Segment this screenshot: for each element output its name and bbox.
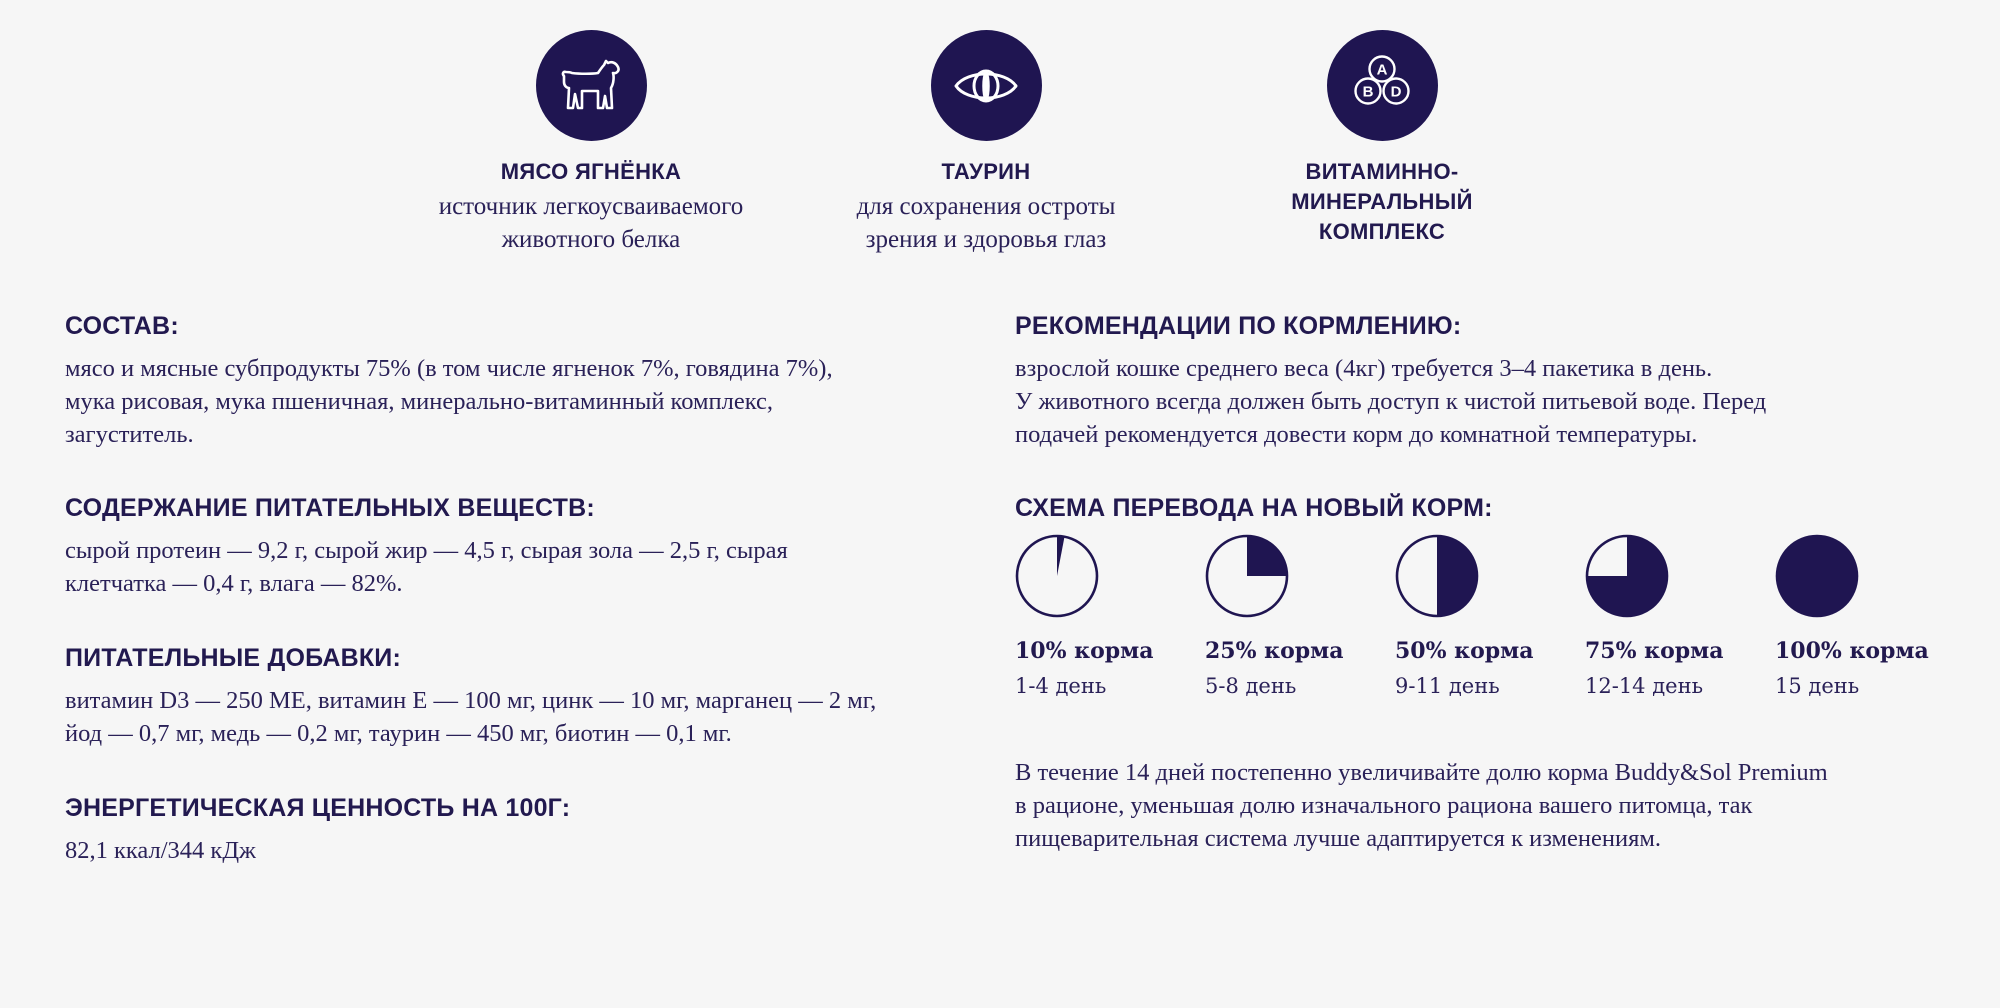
step-days: 5-8 день bbox=[1205, 674, 1297, 698]
transition-section bbox=[1015, 492, 1975, 722]
nutrients-section bbox=[65, 492, 788, 600]
pie-10-percent-icon bbox=[1015, 534, 1205, 618]
body-line: клетчатка — 0,4 г, влага — 82%. bbox=[65, 570, 403, 597]
step-percent-label: 50% корма bbox=[1395, 638, 1534, 664]
feature-description-line: зрения и здоровья глаз bbox=[865, 226, 1107, 253]
body-line: в рационе, уменьшая долю изначального рациона вашего питомца, так bbox=[1015, 792, 1753, 819]
section-heading: ПИТАТЕЛЬНЫЕ ДОБАВКИ: bbox=[65, 644, 401, 672]
step-days: 9-11 день bbox=[1395, 674, 1500, 698]
step-percent-label: 75% корма bbox=[1585, 638, 1724, 664]
body-line: У животного всегда должен быть доступ к чистой питьевой воде. Перед bbox=[1015, 388, 1767, 415]
step-percent-label: 10% корма bbox=[1015, 638, 1154, 664]
pie-75-percent-icon bbox=[1585, 534, 1775, 618]
section-heading: ЭНЕРГЕТИЧЕСКАЯ ЦЕННОСТЬ НА 100Г: bbox=[65, 794, 571, 822]
step-days: 15 день bbox=[1775, 674, 1860, 698]
feature-description-line: для сохранения остроты bbox=[856, 193, 1116, 220]
feature-title-line: КОМПЛЕКС bbox=[1318, 219, 1446, 244]
section-heading: СОСТАВ: bbox=[65, 312, 179, 340]
body-line: загуститель. bbox=[65, 421, 194, 448]
feature-taurine bbox=[776, 30, 1196, 256]
additives-section bbox=[65, 642, 876, 750]
pie-50-percent-icon bbox=[1395, 534, 1585, 618]
transition-note bbox=[1015, 756, 1828, 855]
feature-title: ТАУРИН bbox=[941, 159, 1031, 184]
vitamin-d-letter: D bbox=[1390, 83, 1402, 100]
step-percent-label: 100% корма bbox=[1775, 638, 1929, 664]
step-days: 1-4 день bbox=[1015, 674, 1107, 698]
feature-lamb-meat bbox=[381, 30, 801, 256]
feature-title-line: ВИТАМИННО- bbox=[1305, 159, 1459, 184]
body-line: подачей рекомендуется довести корм до комнатной температуры. bbox=[1015, 421, 1698, 448]
section-heading: РЕКОМЕНДАЦИИ ПО КОРМЛЕНИЮ: bbox=[1015, 312, 1462, 340]
section-heading: СХЕМА ПЕРЕВОДА НА НОВЫЙ КОРМ: bbox=[1015, 494, 1493, 522]
body-line: мясо и мясные субпродукты 75% (в том числе ягненок 7%, говядина 7%), bbox=[65, 355, 833, 382]
lamb-icon bbox=[558, 58, 624, 114]
composition-section bbox=[65, 310, 833, 451]
transition-step bbox=[1015, 534, 1205, 700]
vitamins-abd-icon bbox=[1349, 53, 1415, 119]
body-line: В течение 14 дней постепенно увеличивайте долю корма Buddy&Sol Premium bbox=[1015, 759, 1828, 786]
feature-title-line: МИНЕРАЛЬНЫЙ bbox=[1291, 189, 1473, 214]
feeding-section bbox=[1015, 310, 1766, 451]
feature-description bbox=[776, 190, 1196, 256]
feature-vitamin-complex bbox=[1172, 30, 1592, 247]
feature-description-line: животного белка bbox=[501, 226, 681, 253]
transition-step bbox=[1585, 534, 1775, 700]
energy-section bbox=[65, 792, 570, 867]
feature-title: МЯСО ЯГНЁНКА bbox=[500, 159, 682, 184]
step-percent-label: 25% корма bbox=[1205, 638, 1344, 664]
body-line: йод — 0,7 мг, медь — 0,2 мг, таурин — 450 мг, биотин — 0,1 мг. bbox=[65, 720, 732, 747]
vitamins-badge bbox=[1327, 30, 1438, 141]
body-line: мука рисовая, мука пшеничная, минерально-витаминный комплекс, bbox=[65, 388, 773, 415]
eye-badge bbox=[931, 30, 1042, 141]
feature-description bbox=[381, 190, 801, 256]
pie-100-percent-icon bbox=[1775, 534, 1965, 618]
vitamin-a-letter: A bbox=[1376, 61, 1388, 78]
transition-steps bbox=[1015, 534, 1975, 714]
section-body bbox=[65, 834, 570, 867]
step-days: 12-14 день bbox=[1585, 674, 1704, 698]
section-body bbox=[1015, 352, 1766, 451]
feature-title bbox=[1172, 157, 1592, 247]
section-body bbox=[1015, 756, 1828, 855]
eye-icon bbox=[953, 66, 1019, 106]
feature-description-line: источник легкоусваиваемого bbox=[438, 193, 744, 220]
section-body bbox=[65, 534, 788, 600]
pie-25-percent-icon bbox=[1205, 534, 1395, 618]
body-line: взрослой кошке среднего веса (4кг) требуется 3–4 пакетика в день. bbox=[1015, 355, 1713, 382]
section-heading: СОДЕРЖАНИЕ ПИТАТЕЛЬНЫХ ВЕЩЕСТВ: bbox=[65, 494, 595, 522]
body-line: витамин D3 — 250 МЕ, витамин Е — 100 мг, цинк — 10 мг, марганец — 2 мг, bbox=[65, 687, 877, 714]
transition-step bbox=[1205, 534, 1395, 700]
features-row bbox=[0, 30, 2000, 260]
transition-step bbox=[1395, 534, 1585, 700]
section-body bbox=[65, 684, 876, 750]
body-line: пищеварительная система лучше адаптируется к изменениям. bbox=[1015, 825, 1662, 852]
body-line: 82,1 ккал/344 кДж bbox=[65, 837, 256, 864]
lamb-badge bbox=[536, 30, 647, 141]
transition-step bbox=[1775, 534, 1965, 700]
section-body bbox=[65, 352, 833, 451]
body-line: сырой протеин — 9,2 г, сырой жир — 4,5 г, сырая зола — 2,5 г, сырая bbox=[65, 537, 788, 564]
vitamin-b-letter: B bbox=[1362, 83, 1374, 100]
